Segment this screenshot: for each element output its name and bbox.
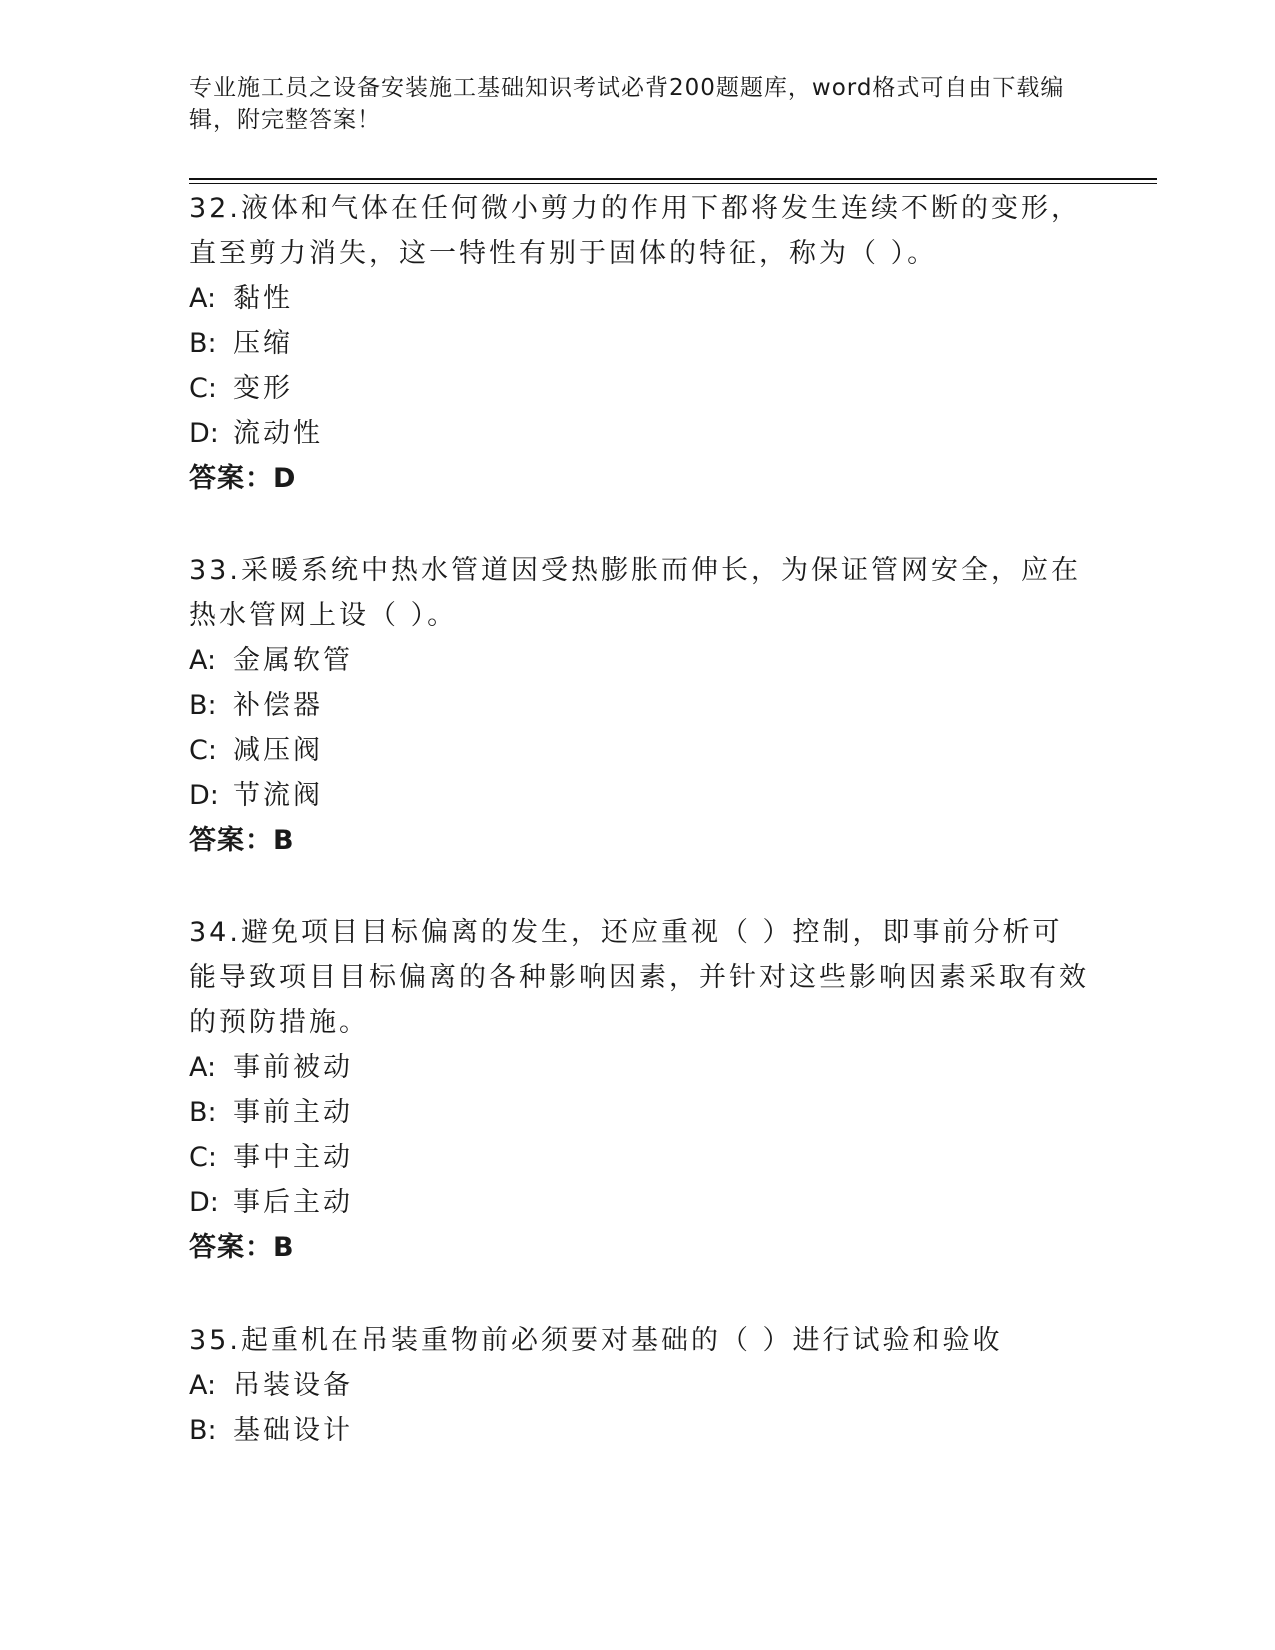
- option-text: 事前被动: [233, 1052, 353, 1083]
- option-a: [189, 1045, 1089, 1090]
- option-c: [189, 728, 1089, 773]
- option-b: [189, 321, 1089, 366]
- header-divider-thin: [189, 183, 1157, 184]
- option-d: [189, 411, 1089, 456]
- option-c: [189, 1135, 1089, 1180]
- option-key: B:: [189, 328, 217, 359]
- option-text: 变形: [233, 373, 293, 404]
- option-key: A:: [189, 1370, 217, 1401]
- option-key: A:: [189, 283, 217, 314]
- option-key: B:: [189, 1097, 217, 1128]
- option-key: A:: [189, 645, 217, 676]
- answer-line: 答案：B: [189, 1232, 295, 1263]
- option-text: 事中主动: [233, 1142, 353, 1173]
- question-33: [189, 548, 1089, 863]
- question-32: [189, 186, 1089, 501]
- option-key: C:: [189, 735, 217, 766]
- option-b: [189, 1090, 1089, 1135]
- option-key: A:: [189, 1052, 217, 1083]
- question-stem: 35.起重机在吊装重物前必须要对基础的（ ）进行试验和验收: [189, 1325, 1003, 1356]
- option-text: 吊装设备: [233, 1370, 353, 1401]
- option-key: D:: [189, 418, 219, 449]
- option-c: [189, 366, 1089, 411]
- option-text: 事前主动: [233, 1097, 353, 1128]
- option-text: 黏性: [233, 283, 293, 314]
- option-key: D:: [189, 1187, 219, 1218]
- question-35: [189, 1318, 1089, 1453]
- option-text: 金属软管: [233, 645, 353, 676]
- option-text: 压缩: [233, 328, 293, 359]
- document-title: 专业施工员之设备安装施工基础知识考试必背200题题库，word格式可自由下载编辑，附完整答案！: [189, 75, 1065, 133]
- question-stem: 33.采暖系统中热水管道因受热膨胀而伸长，为保证管网安全，应在热水管网上设（ ）。: [189, 555, 1081, 631]
- option-key: D:: [189, 780, 219, 811]
- header-divider-thick: [189, 178, 1157, 180]
- option-d: [189, 773, 1089, 818]
- option-b: [189, 683, 1089, 728]
- option-key: C:: [189, 1142, 217, 1173]
- option-a: [189, 638, 1089, 683]
- option-b: [189, 1408, 1089, 1453]
- document-header: [189, 72, 1069, 136]
- question-34: [189, 910, 1089, 1270]
- option-text: 减压阀: [233, 735, 323, 766]
- answer-line: 答案：D: [189, 463, 297, 494]
- option-text: 节流阀: [233, 780, 323, 811]
- answer-line: 答案：B: [189, 825, 295, 856]
- option-text: 补偿器: [233, 690, 323, 721]
- option-key: B:: [189, 1415, 217, 1446]
- option-key: C:: [189, 373, 217, 404]
- option-text: 基础设计: [233, 1415, 353, 1446]
- question-stem: 32.液体和气体在任何微小剪力的作用下都将发生连续不断的变形，直至剪力消失，这一特性有别于固体的特征，称为（ ）。: [189, 193, 1081, 269]
- question-stem: 34.避免项目目标偏离的发生，还应重视（ ）控制，即事前分析可能导致项目目标偏离的各种影响因素，并针对这些影响因素采取有效的预防措施。: [189, 917, 1089, 1038]
- option-key: B:: [189, 690, 217, 721]
- option-a: [189, 276, 1089, 321]
- option-text: 事后主动: [233, 1187, 353, 1218]
- option-text: 流动性: [233, 418, 323, 449]
- option-d: [189, 1180, 1089, 1225]
- option-a: [189, 1363, 1089, 1408]
